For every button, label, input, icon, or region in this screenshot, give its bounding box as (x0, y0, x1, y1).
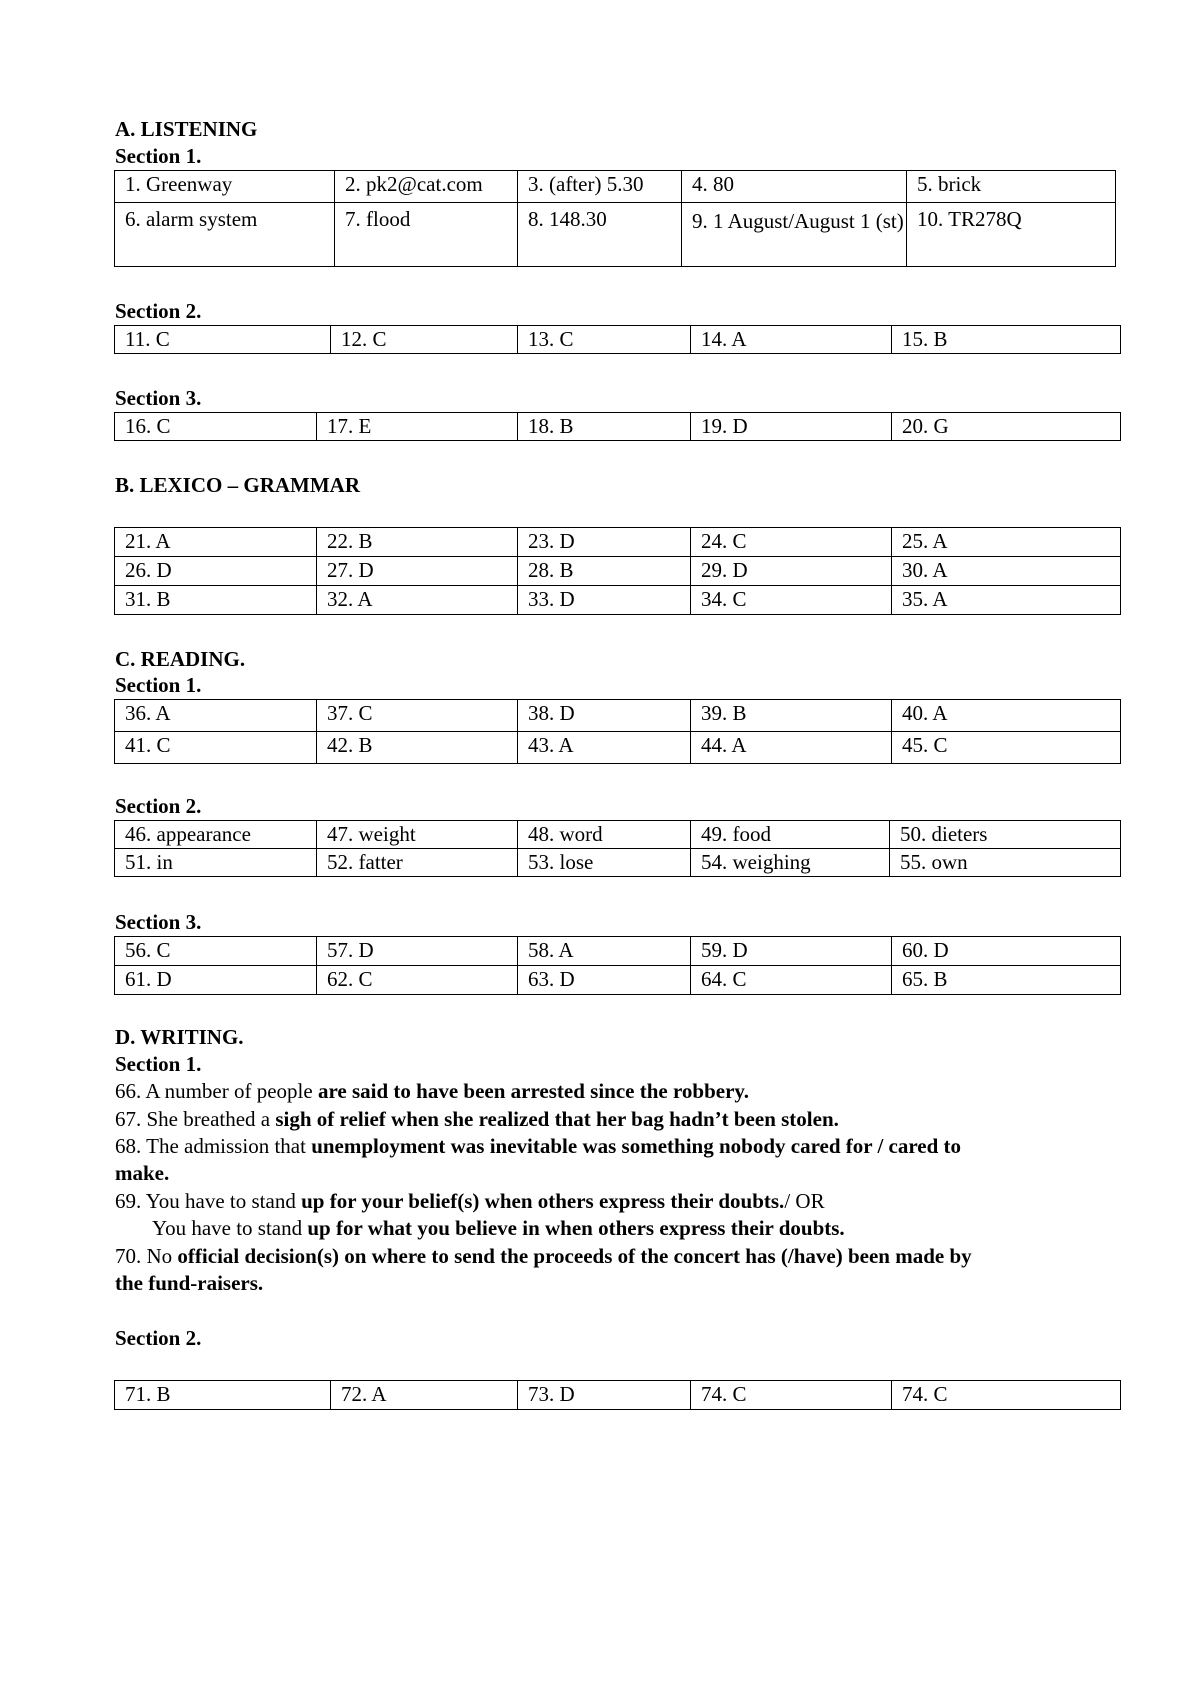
reading-section-1-title: Section 1. (115, 673, 202, 697)
answer-cell: 1. Greenway (115, 171, 335, 203)
reading-section-2-table (114, 820, 1121, 877)
answer-text: up for what you believe in when others express their doubts. (307, 1216, 845, 1240)
answer-cell: 58. A (518, 937, 691, 966)
answer-cell: 16. C (115, 413, 317, 441)
answer-cell: 65. B (892, 966, 1121, 995)
answer-cell: 23. D (518, 528, 691, 557)
answer-cell: 61. D (115, 966, 317, 995)
answer-cell: 53. lose (518, 849, 691, 877)
table-row (115, 528, 1121, 557)
listening-section-2-title: Section 2. (115, 299, 202, 323)
table-row (115, 700, 1121, 732)
answer-cell: 10. TR278Q (907, 203, 1116, 267)
writing-answer-69 (115, 1188, 825, 1215)
writing-answer-68 (115, 1133, 961, 1160)
answer-prompt: You have to stand (152, 1216, 308, 1240)
answer-cell: 42. B (317, 732, 518, 764)
answer-cell: 33. D (518, 586, 691, 615)
answer-cell: 40. A (892, 700, 1121, 732)
answer-cell: 39. B (691, 700, 892, 732)
lexico-grammar-table (114, 527, 1121, 615)
answer-prompt: 67. She breathed a (115, 1107, 276, 1131)
table-row (115, 413, 1121, 441)
answer-cell: 63. D (518, 966, 691, 995)
answer-cell: 21. A (115, 528, 317, 557)
answer-cell: 25. A (892, 528, 1121, 557)
answer-cell: 71. B (115, 1381, 331, 1410)
writing-section-1-title: Section 1. (115, 1052, 202, 1076)
answer-cell: 52. fatter (317, 849, 518, 877)
writing-section-2-table (114, 1380, 1121, 1410)
listening-section-1-title: Section 1. (115, 144, 202, 168)
answer-cell: 2. pk2@cat.com (335, 171, 518, 203)
answer-alt-marker: / OR (784, 1189, 825, 1213)
answer-cell: 13. C (518, 326, 691, 354)
answer-cell: 12. C (331, 326, 518, 354)
answer-cell: 9. 1 August/August 1 (st) (682, 203, 907, 267)
answer-cell: 50. dieters (890, 821, 1121, 849)
answer-cell: 54. weighing (691, 849, 890, 877)
answer-cell: 62. C (317, 966, 518, 995)
answer-text: unemployment was inevitable was something nobody cared for / cared to (311, 1134, 962, 1158)
answer-cell: 18. B (518, 413, 691, 441)
answer-cell: 15. B (892, 326, 1121, 354)
answer-cell: 74. C (691, 1381, 892, 1410)
answer-text: make. (115, 1161, 170, 1185)
listening-section-3-title: Section 3. (115, 386, 202, 410)
writing-answer-66 (115, 1078, 749, 1105)
answer-cell: 74. C (892, 1381, 1121, 1410)
answer-cell: 22. B (317, 528, 518, 557)
answer-cell: 37. C (317, 700, 518, 732)
answer-cell: 64. C (691, 966, 892, 995)
answer-cell: 46. appearance (115, 821, 317, 849)
writing-answer-69-alt (152, 1215, 845, 1242)
answer-cell: 57. D (317, 937, 518, 966)
answer-cell: 43. A (518, 732, 691, 764)
table-row (115, 732, 1121, 764)
writing-section-2-title: Section 2. (115, 1326, 202, 1350)
table-row (115, 171, 1116, 203)
section-heading-lexico-grammar: B. LEXICO – GRAMMAR (115, 473, 360, 497)
answer-cell: 20. G (892, 413, 1121, 441)
answer-cell: 14. A (691, 326, 892, 354)
answer-cell: 47. weight (317, 821, 518, 849)
answer-cell: 3. (after) 5.30 (518, 171, 682, 203)
answer-prompt: 69. You have to stand (115, 1189, 302, 1213)
answer-cell: 8. 148.30 (518, 203, 682, 267)
table-row (115, 586, 1121, 615)
listening-section-1-table (114, 170, 1116, 267)
answer-cell: 44. A (691, 732, 892, 764)
answer-cell: 41. C (115, 732, 317, 764)
answer-prompt: 68. The admission that (115, 1134, 312, 1158)
answer-cell: 32. A (317, 586, 518, 615)
table-row (115, 966, 1121, 995)
answer-cell: 30. A (892, 557, 1121, 586)
answer-cell: 17. E (317, 413, 518, 441)
answer-text: the fund-raisers. (115, 1271, 264, 1295)
answer-cell: 24. C (691, 528, 892, 557)
table-row (115, 937, 1121, 966)
answer-text: sigh of relief when she realized that her bag hadn’t been stolen. (275, 1107, 839, 1131)
answer-cell: 27. D (317, 557, 518, 586)
table-row (115, 203, 1116, 267)
answer-cell: 19. D (691, 413, 892, 441)
table-row (115, 821, 1121, 849)
answer-cell: 38. D (518, 700, 691, 732)
answer-cell: 5. brick (907, 171, 1116, 203)
section-heading-listening: A. LISTENING (115, 117, 258, 141)
answer-cell: 36. A (115, 700, 317, 732)
answer-cell: 48. word (518, 821, 691, 849)
table-row (115, 326, 1121, 354)
answer-cell: 56. C (115, 937, 317, 966)
answer-cell: 59. D (691, 937, 892, 966)
answer-cell: 31. B (115, 586, 317, 615)
answer-cell: 35. A (892, 586, 1121, 615)
answer-cell: 45. C (892, 732, 1121, 764)
table-row (115, 849, 1121, 877)
answer-cell: 11. C (115, 326, 331, 354)
answer-cell: 51. in (115, 849, 317, 877)
table-row (115, 557, 1121, 586)
reading-section-3-title: Section 3. (115, 910, 202, 934)
answer-cell: 72. A (331, 1381, 518, 1410)
answer-prompt: 70. No (115, 1244, 178, 1268)
answer-text: are said to have been arrested since the robbery. (317, 1079, 750, 1103)
answer-cell: 49. food (691, 821, 890, 849)
answer-cell: 34. C (691, 586, 892, 615)
listening-section-2-table (114, 325, 1121, 354)
section-heading-reading: C. READING. (115, 647, 246, 671)
answer-prompt: 66. A number of people (115, 1079, 318, 1103)
answer-cell: 7. flood (335, 203, 518, 267)
answer-cell: 4. 80 (682, 171, 907, 203)
answer-cell: 73. D (518, 1381, 691, 1410)
answer-cell: 55. own (890, 849, 1121, 877)
answer-cell: 6. alarm system (115, 203, 335, 267)
writing-answer-70-cont (115, 1270, 263, 1297)
answer-cell: 29. D (691, 557, 892, 586)
reading-section-3-table (114, 936, 1121, 995)
writing-answer-68-cont (115, 1160, 169, 1187)
writing-answer-67 (115, 1106, 839, 1133)
reading-section-1-table (114, 699, 1121, 764)
listening-section-3-table (114, 412, 1121, 441)
reading-section-2-title: Section 2. (115, 794, 202, 818)
answer-text: official decision(s) on where to send the proceeds of the concert has (/have) been made by (177, 1244, 972, 1268)
table-row (115, 1381, 1121, 1410)
section-heading-writing: D. WRITING. (115, 1025, 244, 1049)
answer-cell: 60. D (892, 937, 1121, 966)
answer-cell: 28. B (518, 557, 691, 586)
answer-text: up for your belief(s) when others express their doubts. (301, 1189, 785, 1213)
answer-cell: 26. D (115, 557, 317, 586)
writing-answer-70 (115, 1243, 972, 1270)
